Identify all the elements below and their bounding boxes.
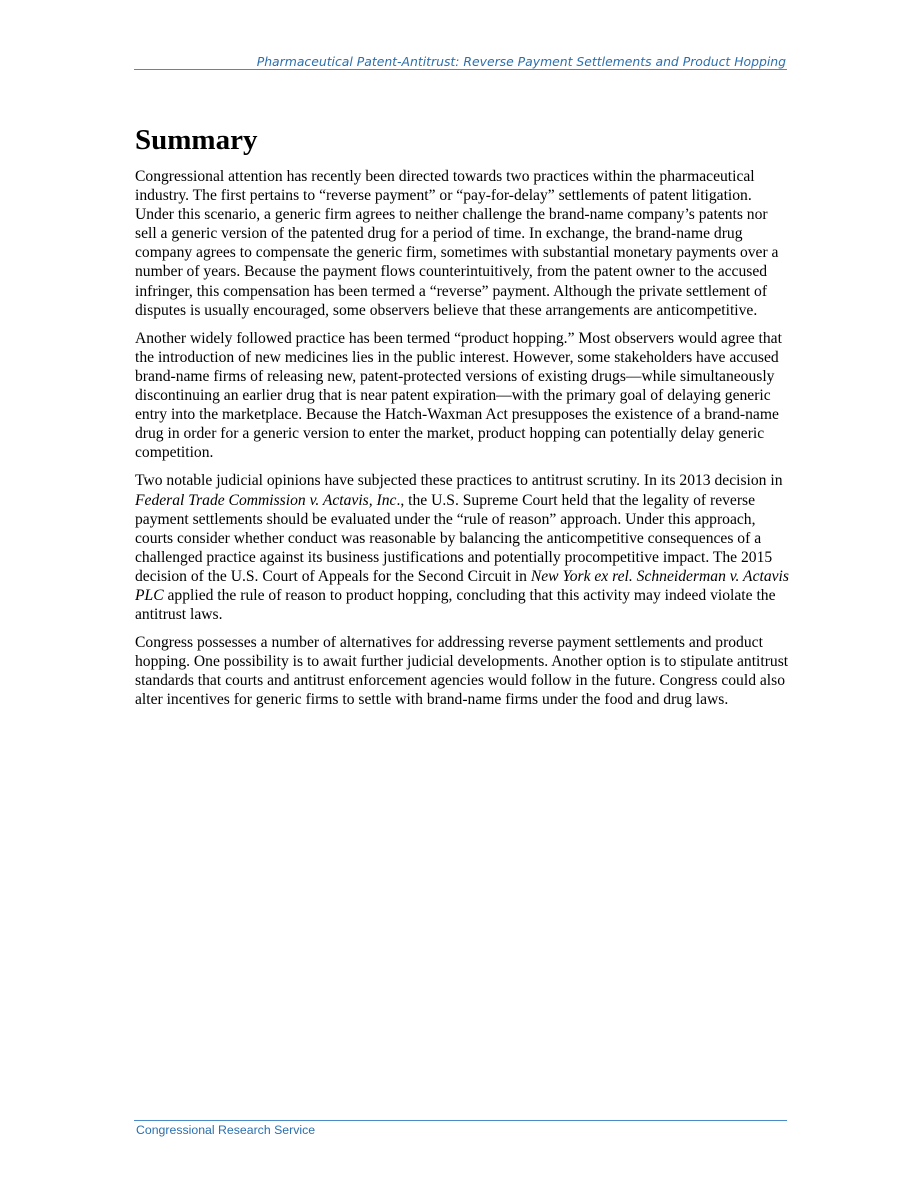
header-divider bbox=[134, 69, 787, 70]
running-header-title: Pharmaceutical Patent-Antitrust: Reverse Payment Settlements and Product Hopping bbox=[256, 54, 786, 69]
paragraph-text: ., the U.S. Supreme Court held that the legality of reverse payment settlements should be evaluated under the “rule of reason” approach. Under this approach, courts consider whether conduct was reasonable by balancing the anticompetitive consequences of a challenged practice against its business justifications and potentially procompetitive impact. The 2015 decision of the U.S. Court of Appeals for the Second Circuit in bbox=[135, 491, 773, 585]
paragraph-text: Two notable judicial opinions have subjected these practices to antitrust scrutiny. In its 2013 decision in bbox=[135, 472, 783, 490]
paragraph-congress-options: Congress possesses a number of alternatives for addressing reverse payment settlements and product hopping. One possibility is to await further judicial developments. Another option is to stipulate antitrust standards that courts and antitrust enforcement agencies would follow in the future. Congress could also alter incentives for generic firms to settle with brand-name firms under the food and drug laws. bbox=[135, 634, 789, 709]
page-body bbox=[135, 122, 790, 719]
footer-divider bbox=[134, 1120, 787, 1121]
paragraph-reverse-payment: Congressional attention has recently been directed towards two practices within the pharmaceutical industry. The first pertains to “reverse payment” or “pay-for-delay” settlements of patent litigation. Under this scenario, a generic firm agrees to neither challenge the brand-name company’s patents nor sell a generic version of the patented drug for a period of time. In exchange, the brand-name drug company agrees to compensate the generic firm, sometimes with substantial monetary payments over a number of years. Because the payment flows counterintuitively, from the patent owner to the accused infringer, this compensation has been termed a “reverse” payment. Although the private settlement of disputes is usually encouraged, some observers believe that these arrangements are anticompetitive. bbox=[135, 168, 779, 319]
footer-organization: Congressional Research Service bbox=[136, 1123, 316, 1137]
case-name-ny-v-actavis: New York ex rel. Schneiderman v. Actavis PLC bbox=[135, 567, 789, 604]
paragraph-text: applied the rule of reason to product hopping, concluding that this activity may indeed violate the antitrust laws. bbox=[135, 586, 776, 624]
case-name-ftc-v-actavis: Federal Trade Commission v. Actavis, Inc bbox=[135, 491, 397, 509]
page-title: Summary bbox=[135, 124, 258, 156]
paragraph-product-hopping: Another widely followed practice has been termed “product hopping.” Most observers would agree that the introduction of new medicines lies in the public interest. However, some stakeholders have accused brand-name firms of releasing new, patent-protected versions of existing drugs—while simultaneously discontinuing an earlier drug that is near patent expiration—with the primary goal of delaying generic entry into the marketplace. Because the Hatch-Waxman Act presupposes the existence of a brand-name drug in order for a generic version to enter the market, product hopping can potentially delay generic competition. bbox=[135, 329, 782, 462]
paragraph-judicial-opinions bbox=[135, 471, 790, 624]
